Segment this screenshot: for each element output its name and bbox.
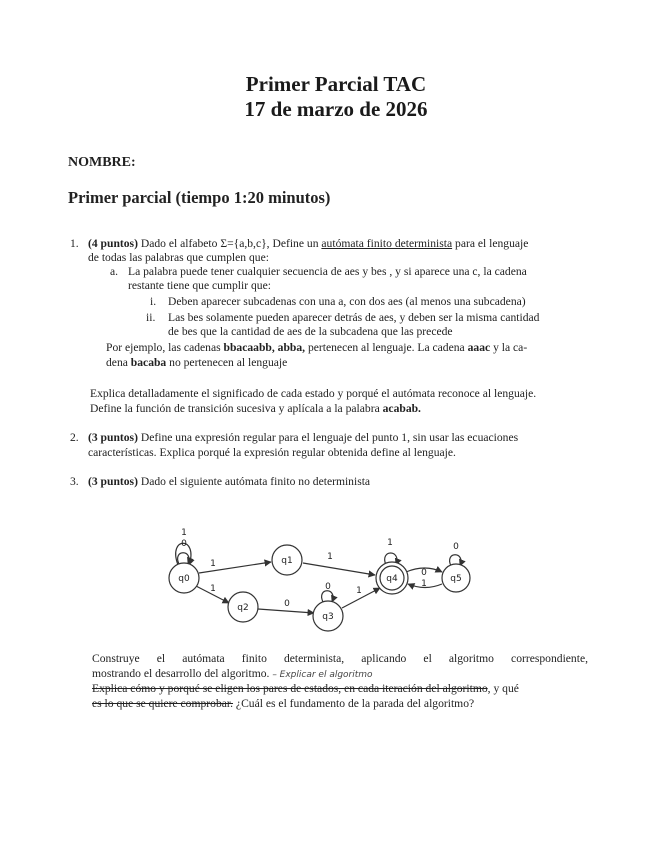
q1-explain-word: acabab. [382,402,421,415]
section-title: Primer parcial (tiempo 1:20 minutos) [68,188,331,207]
q3-line4 [92,697,474,712]
state-label-q5: q5 [450,574,462,584]
state-label-q4: q4 [386,574,398,584]
edge-label-q0-q0: 1 [181,528,187,538]
q1-item-a-marker: a. [110,265,119,278]
q1-intro-text-b: para el lenguaje [455,237,529,250]
q3-points: (3 puntos) [88,475,138,488]
q1-example-text-b: pertenecen al lenguaje. La cadena [307,341,465,354]
struck-text-1: Explica cómo y porqué se eligen los pares de estados, en cada iteración del algoritmo [92,682,488,695]
edge-label-q3-q4: 1 [356,586,362,596]
exam-date: 17 de marzo de 2026 [244,97,428,121]
edge-q2-q3 [258,609,314,613]
q1-item-a-line1: La palabra puede tener cualquier secuencia de aes y bes , y si aparece una c, la cadena [128,265,527,278]
q3-construct-text: mostrando el desarrollo del algoritmo. [92,667,270,680]
edge-label-q4-q4: 1 [387,538,393,548]
state-label-q1: q1 [281,556,293,566]
edge-label-q4-q5: 0 [421,568,427,578]
q1-explain-line1: Explica detalladamente el significado de cada estado y porqué el autómata reconoce al lenguaje. [90,387,537,400]
q1-number: 1. [70,237,79,250]
q1-intro-text-a: Dado el alfabeto Σ={a,b,c}, Define un [140,237,319,250]
q1-example-line2-b: no pertenecen al lenguaje [169,356,288,369]
q1-sub-i: Deben aparecer subcadenas con una a, con dos aes (al menos una subcadena) [168,295,526,308]
struck-text-2: es lo que se quiere comprobar. [92,697,234,710]
edge-label-q0-q0: 0 [181,539,187,549]
q3-number: 3. [70,475,79,488]
q3-text-1: Dado el siguiente autómata finito no determinista [140,475,371,488]
q1-example-line2-w: dena [106,356,128,369]
state-label-q2: q2 [237,603,249,613]
q1-example-text-a: Por ejemplo, las cadenas [106,341,221,354]
edge-label-q3-q3: 0 [325,582,331,592]
q1-points: (4 puntos) [88,237,138,250]
name-label: NOMBRE: [68,155,136,170]
handwritten-note: – Explicar el algoritmo [272,670,373,680]
q1-example-word-2: aaac [467,341,491,354]
edge-label-q2-q3: 0 [284,599,290,609]
q1-sub-ii-line2: de bes que la cantidad de aes de la subcadena que las precede [168,325,453,338]
q1-example-word-1: bbacaabb, abba, [223,341,306,354]
q2-number: 2. [70,431,79,444]
q2-text-1: Define una expresión regular para el lenguaje del punto 1, sin usar las ecuaciones [140,431,519,444]
state-label-q3: q3 [322,612,334,622]
edge-label-q5-q4: 1 [421,579,427,589]
q1-sub-i-marker: i. [150,295,157,308]
q3-line3-end: , y qué [487,682,519,695]
loop-q3 [322,591,333,602]
q1-example-word-3: bacaba [130,356,167,369]
q1-sub-ii-line1: Las bes solamente pueden aparecer detrás de aes, y deben ser la misma cantidad [168,311,540,324]
loop-q0-inner [178,553,189,564]
state-label-q0: q0 [178,574,190,584]
edge-q1-q4 [303,563,375,575]
q2-points: (3 puntos) [88,431,138,444]
q3-construct-line1: Construye el autómata finito determinista, aplicando el algoritmo correspondiente, [92,652,588,665]
q1-intro-line2: de todas las palabras que cumplen que: [88,251,269,264]
q3-line4-end: ¿Cuál es el fundamento de la parada del algoritmo? [235,697,475,710]
q1-item-a-line2: restante tiene que cumplir que: [128,279,271,292]
q3-line3 [92,682,519,697]
edge-label-q0-q1: 1 [210,559,216,569]
q1-example-text-c: y la ca- [493,341,528,354]
exam-title: Primer Parcial TAC [245,72,427,96]
edge-label-q5-q5: 0 [453,542,459,552]
q2-line2: características. Explica porqué la expresión regular obtenida define al lenguaje. [88,446,456,459]
q1-sub-ii-marker: ii. [146,311,156,324]
q1-explain-text: Define la función de transición sucesiva y aplícala a la palabra [90,402,380,415]
q3-construct-line2 [92,667,373,683]
edge-label-q0-q2: 1 [210,584,216,594]
edge-label-q1-q4: 1 [327,552,333,562]
q1-intro-underlined: autómata finito determinista [321,237,453,250]
